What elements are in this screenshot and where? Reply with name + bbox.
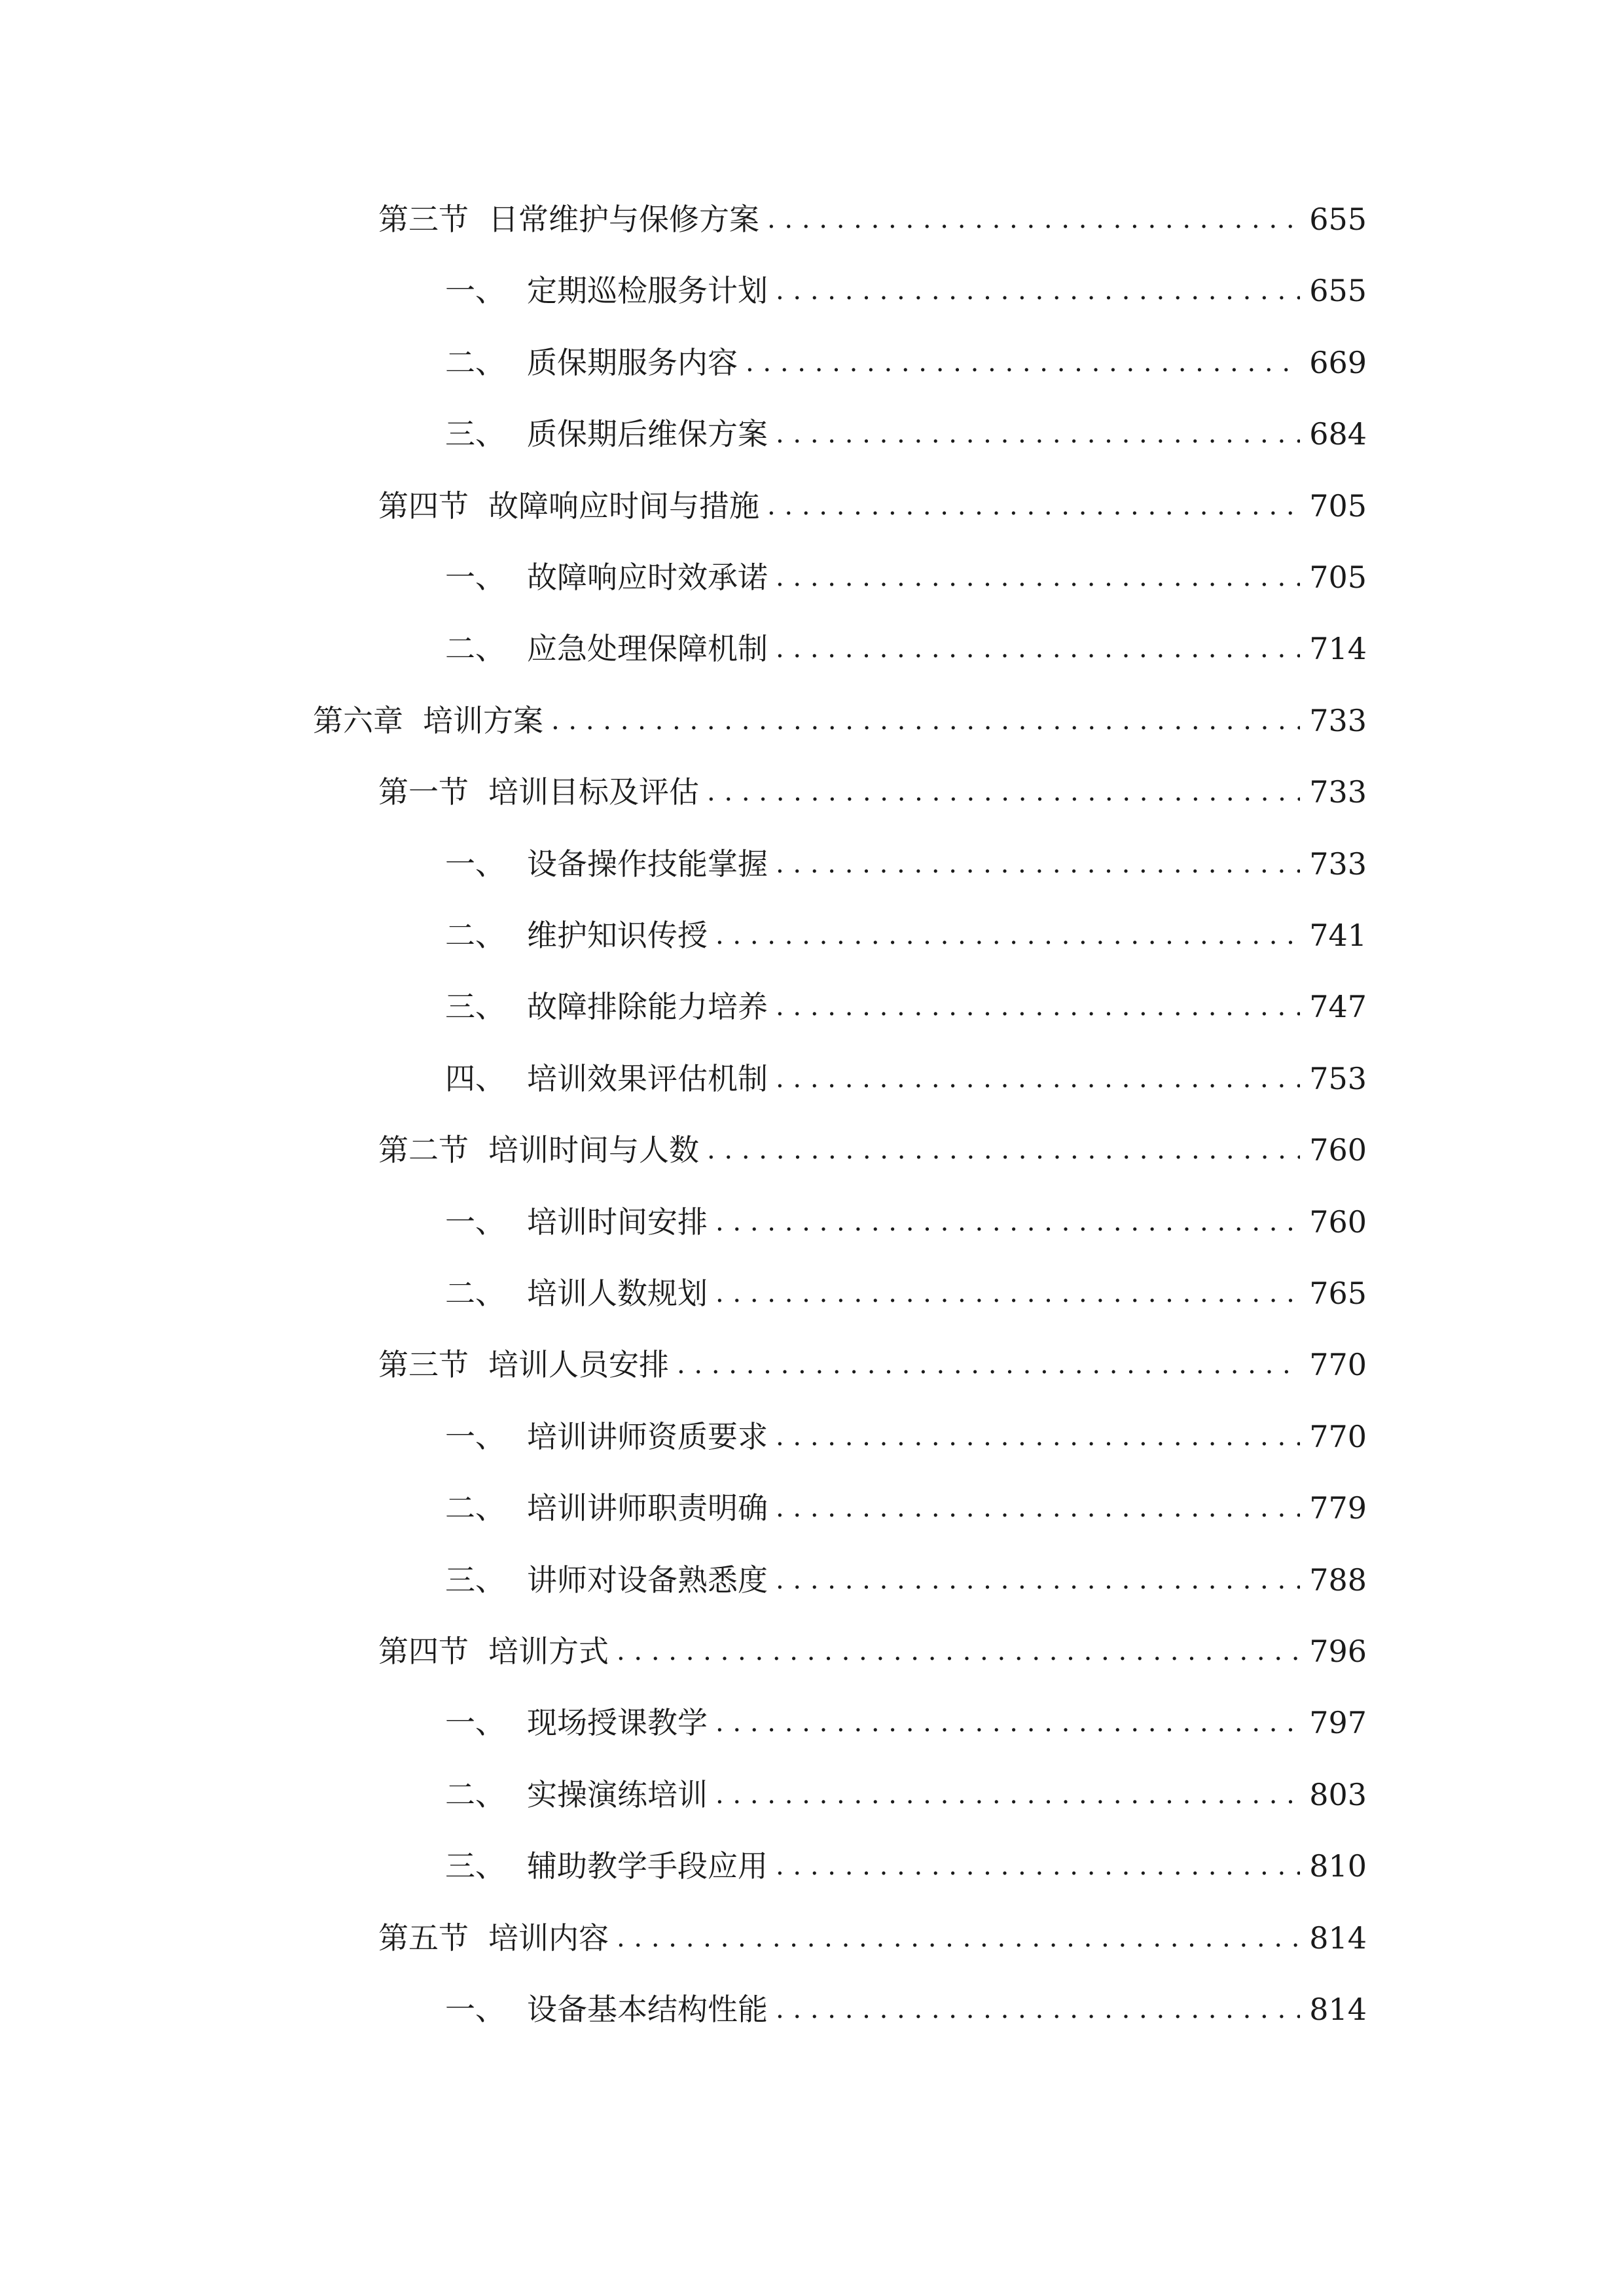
toc-entry-title: 实操演练培训	[527, 1777, 708, 1812]
toc-entry-page-number: 669	[1309, 345, 1367, 380]
toc-entry-title: 培训方案	[423, 703, 543, 738]
toc-entry[interactable]	[378, 766, 1367, 818]
toc-entry-title: 故障排除能力培养	[527, 989, 768, 1024]
toc-entry-number: 第二节	[378, 1132, 469, 1168]
toc-entry-number: 一、	[445, 1992, 505, 2027]
toc-entry-label	[313, 694, 543, 747]
toc-entry-page-number: 810	[1309, 1848, 1367, 1884]
toc-entry-number: 一、	[445, 1419, 505, 1454]
toc-entry-title: 培训内容	[488, 1920, 609, 1956]
toc-entry-label	[378, 193, 759, 245]
toc-entry-label	[445, 1983, 768, 2036]
toc-entry-label	[445, 551, 768, 603]
toc-entry-number: 二、	[445, 918, 505, 953]
toc-entry-page-number: 760	[1309, 1132, 1367, 1168]
toc-entry-title: 故障响应时效承诺	[527, 560, 768, 595]
toc-entry[interactable]	[445, 1768, 1367, 1821]
toc-entry-page-number: 655	[1309, 202, 1367, 237]
toc-entry-number: 第五节	[378, 1920, 469, 1956]
dot-leader	[776, 408, 1300, 460]
toc-entry[interactable]	[445, 408, 1367, 460]
toc-entry[interactable]	[378, 1338, 1367, 1391]
toc-entry-number: 三、	[445, 1562, 505, 1598]
toc-entry-page-number: 655	[1309, 273, 1367, 308]
toc-entry[interactable]	[378, 1912, 1367, 1964]
toc-entry-number: 一、	[445, 273, 505, 308]
toc-entry-number: 三、	[445, 989, 505, 1024]
toc-entry-title: 培训讲师资质要求	[527, 1419, 768, 1454]
toc-entry-page-number: 797	[1309, 1705, 1367, 1740]
toc-entry-label	[445, 909, 708, 961]
toc-entry[interactable]	[445, 264, 1367, 317]
toc-entry-number: 第三节	[378, 202, 469, 237]
toc-entry-label	[378, 480, 759, 532]
toc-entry[interactable]	[445, 980, 1367, 1033]
toc-entry-page-number: 753	[1309, 1061, 1367, 1096]
toc-entry-number: 一、	[445, 1204, 505, 1240]
toc-entry-title: 应急处理保障机制	[527, 631, 768, 666]
toc-entry-label	[378, 1338, 669, 1391]
dot-leader	[776, 1052, 1300, 1105]
toc-entry-page-number: 803	[1309, 1777, 1367, 1812]
toc-entry-title: 日常维护与保修方案	[488, 202, 759, 237]
dot-leader	[776, 1840, 1300, 1892]
toc-entry-page-number: 788	[1309, 1562, 1367, 1598]
dot-leader	[707, 1124, 1300, 1176]
dot-leader	[746, 336, 1300, 389]
dot-leader	[776, 1554, 1300, 1606]
toc-entry[interactable]	[378, 1124, 1367, 1176]
toc-entry-title: 培训目标及评估	[488, 774, 699, 810]
toc-entry-title: 培训讲师职责明确	[527, 1490, 768, 1526]
toc-entry[interactable]	[445, 336, 1367, 389]
toc-entry-label	[445, 838, 768, 890]
toc-entry-page-number: 814	[1309, 1920, 1367, 1956]
toc-entry[interactable]	[445, 1696, 1367, 1749]
toc-entry-page-number: 747	[1309, 989, 1367, 1024]
toc-entry-label	[445, 622, 768, 675]
toc-entry-number: 第三节	[378, 1347, 469, 1382]
toc-entry[interactable]	[445, 551, 1367, 603]
toc-entry-label	[445, 336, 738, 389]
toc-entry-label	[445, 1267, 708, 1319]
toc-entry-label	[445, 1196, 708, 1248]
dot-leader	[776, 264, 1300, 317]
toc-entry-label	[445, 1554, 768, 1606]
toc-entry-number: 第六章	[313, 703, 403, 738]
dot-leader	[715, 1696, 1300, 1749]
dot-leader	[776, 1983, 1300, 2036]
dot-leader	[715, 1267, 1300, 1319]
toc-entry-number: 二、	[445, 345, 505, 380]
toc-entry-page-number: 733	[1309, 703, 1367, 738]
toc-entry[interactable]	[445, 1052, 1367, 1105]
toc-entry-page-number: 760	[1309, 1204, 1367, 1240]
toc-entry[interactable]	[378, 480, 1367, 532]
toc-entry[interactable]	[445, 909, 1367, 961]
toc-entry-title: 培训时间安排	[527, 1204, 708, 1240]
toc-entry-page-number: 705	[1309, 488, 1367, 524]
dot-leader	[715, 1768, 1300, 1821]
dot-leader	[776, 551, 1300, 603]
toc-entry-page-number: 733	[1309, 846, 1367, 882]
dot-leader	[617, 1912, 1300, 1964]
toc-entry-label	[445, 1052, 768, 1105]
toc-entry-number: 三、	[445, 1848, 505, 1884]
dot-leader	[776, 1410, 1300, 1463]
dot-leader	[767, 193, 1300, 245]
toc-entry-label	[445, 980, 768, 1033]
toc-entry-page-number: 765	[1309, 1276, 1367, 1311]
dot-leader	[776, 980, 1300, 1033]
toc-entry-title: 故障响应时间与措施	[488, 488, 759, 524]
dot-leader	[677, 1338, 1300, 1391]
toc-entry-title: 现场授课教学	[527, 1705, 708, 1740]
dot-leader	[617, 1625, 1300, 1677]
dot-leader	[551, 694, 1300, 747]
toc-entry-number: 一、	[445, 560, 505, 595]
toc-entry-number: 三、	[445, 416, 505, 452]
toc-entry[interactable]	[445, 1554, 1367, 1606]
toc-entry-label	[445, 1482, 768, 1534]
toc-entry-title: 讲师对设备熟悉度	[527, 1562, 768, 1598]
toc-entry-number: 二、	[445, 1777, 505, 1812]
toc-entry-title: 设备操作技能掌握	[527, 846, 768, 882]
toc-entry-label	[378, 1124, 699, 1176]
toc-entry-page-number: 714	[1309, 631, 1367, 666]
toc-entry-number: 二、	[445, 631, 505, 666]
dot-leader	[715, 1196, 1300, 1248]
toc-entry-label	[378, 1912, 609, 1964]
toc-entry-page-number: 770	[1309, 1347, 1367, 1382]
toc-entry-title: 培训人员安排	[488, 1347, 669, 1382]
toc-entry-number: 四、	[445, 1061, 505, 1096]
toc-entry[interactable]	[445, 1840, 1367, 1892]
toc-entry[interactable]	[445, 1410, 1367, 1463]
toc-entry-page-number: 770	[1309, 1419, 1367, 1454]
dot-leader	[776, 1482, 1300, 1534]
toc-entry[interactable]	[378, 1625, 1367, 1677]
toc-entry-page-number: 733	[1309, 774, 1367, 810]
dot-leader	[707, 766, 1300, 818]
toc-entry-title: 辅助教学手段应用	[527, 1848, 768, 1884]
toc-entry-title: 设备基本结构性能	[527, 1992, 768, 2027]
toc-entry-title: 培训人数规划	[527, 1276, 708, 1311]
toc-entry[interactable]	[378, 193, 1367, 245]
toc-entry-label	[445, 264, 768, 317]
toc-entry[interactable]	[445, 838, 1367, 890]
toc-entry-title: 培训方式	[488, 1634, 609, 1669]
toc-entry-number: 一、	[445, 846, 505, 882]
toc-entry-title: 培训效果评估机制	[527, 1061, 768, 1096]
toc-entry-label	[445, 1410, 768, 1463]
toc-entry-title: 质保期后维保方案	[527, 416, 768, 452]
toc-entry-number: 一、	[445, 1705, 505, 1740]
dot-leader	[776, 838, 1300, 890]
dot-leader	[776, 622, 1300, 675]
toc-entry-label	[378, 766, 699, 818]
toc-entry[interactable]	[313, 694, 1367, 747]
toc-entry-label	[378, 1625, 609, 1677]
toc-entry[interactable]	[445, 1482, 1367, 1534]
toc-entry-page-number: 705	[1309, 560, 1367, 595]
dot-leader	[767, 480, 1300, 532]
toc-entry-label	[445, 1696, 708, 1749]
toc-entry-title: 质保期服务内容	[527, 345, 738, 380]
toc-entry[interactable]	[445, 1267, 1367, 1319]
toc-entry-number: 第一节	[378, 774, 469, 810]
toc-entry[interactable]	[445, 1196, 1367, 1248]
toc-entry-page-number: 779	[1309, 1490, 1367, 1526]
toc-entry-page-number: 741	[1309, 918, 1367, 953]
toc-entry-label	[445, 1768, 708, 1821]
toc-entry-title: 维护知识传授	[527, 918, 708, 953]
toc-entry-page-number: 684	[1309, 416, 1367, 452]
toc-entry-page-number: 796	[1309, 1634, 1367, 1669]
toc-entry-number: 二、	[445, 1276, 505, 1311]
toc-entry-number: 二、	[445, 1490, 505, 1526]
toc-entry-number: 第四节	[378, 488, 469, 524]
toc-entry-title: 培训时间与人数	[488, 1132, 699, 1168]
toc-entry-label	[445, 1840, 768, 1892]
toc-entry-page-number: 814	[1309, 1992, 1367, 2027]
toc-entry[interactable]	[445, 622, 1367, 675]
toc-entry-title: 定期巡检服务计划	[527, 273, 768, 308]
toc-entry[interactable]	[445, 1983, 1367, 2036]
toc-entry-number: 第四节	[378, 1634, 469, 1669]
toc-entry-label	[445, 408, 768, 460]
dot-leader	[715, 909, 1300, 961]
